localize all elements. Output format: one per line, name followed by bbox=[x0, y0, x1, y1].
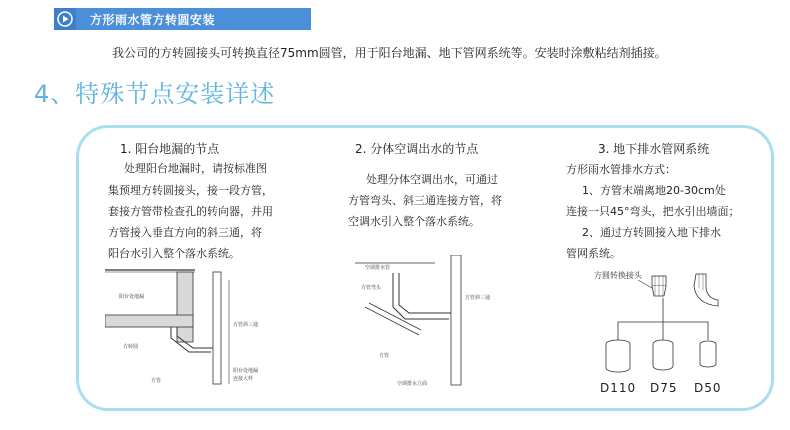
col2-title: 2. 分体空调出水的节点 bbox=[355, 142, 479, 156]
label-elevation: 空调排水立面 bbox=[397, 381, 428, 387]
label-pipe: 方管 bbox=[379, 353, 390, 359]
balcony-drain-diagram bbox=[105, 260, 285, 400]
col3-line: 连接一只45°弯头，把水引出墙面； bbox=[566, 205, 740, 218]
label-connector: 方圆转换接头 bbox=[594, 271, 642, 280]
col2-line: 处理分体空调出水，可通过 bbox=[366, 173, 498, 186]
label-pipe: 方管 bbox=[151, 378, 162, 384]
col1-line: 方管接入垂直方向的斜三通，将 bbox=[108, 226, 262, 239]
col3-line: 1、方管末端离地20-30cm处 bbox=[582, 184, 726, 197]
ac-drain-diagram bbox=[345, 255, 495, 395]
pipe-d110-icon bbox=[606, 340, 630, 372]
label-elbow: 方管弯头 bbox=[361, 285, 382, 291]
col3-line: 方形雨水管排水方式： bbox=[566, 163, 676, 176]
col3-title: 3. 地下排水管网系统 bbox=[598, 142, 710, 156]
col2-line: 方管弯头、斜三通连接方管，将 bbox=[348, 194, 502, 207]
play-icon bbox=[54, 8, 76, 30]
intro-text: 我公司的方转圆接头可转换直径75mm圆管，用于阳台地漏、地下管网系统等。安装时涂敷粘结剂插接。 bbox=[112, 46, 667, 60]
label-tee: 方管斜三通 bbox=[465, 295, 491, 301]
label-ac-pipe: 空调排水管 bbox=[365, 265, 391, 271]
section-heading: 4、特殊节点安装详述 bbox=[34, 80, 276, 108]
col3-line: 管网系统。 bbox=[566, 247, 621, 260]
size-d75: D75 bbox=[650, 381, 678, 395]
col1-line: 集预埋方转圆接头，接一段方管， bbox=[108, 184, 273, 197]
label-outlet: 阳台处地漏 bbox=[233, 368, 259, 374]
col3-line: 2、通过方转圆接入地下排水 bbox=[582, 226, 721, 239]
col2-line: 空调水引入整个落水系统。 bbox=[348, 215, 480, 228]
pipe-d75-icon bbox=[653, 340, 673, 370]
banner-title: 方形雨水管方转圆安装 bbox=[90, 13, 216, 27]
underground-system-diagram bbox=[588, 262, 758, 402]
label-tee: 方管斜三通 bbox=[233, 322, 259, 328]
col1-line: 阳台水引入整个落水系统。 bbox=[108, 247, 240, 260]
size-d110: D110 bbox=[600, 381, 637, 395]
connector-icon bbox=[652, 276, 666, 296]
pipe-d50-icon bbox=[700, 341, 716, 367]
label-drain: 阳台处地漏 bbox=[119, 294, 145, 300]
section-banner bbox=[54, 8, 311, 30]
label-reducer: 方转圆 bbox=[123, 344, 139, 350]
label-outlet-detail: 连接大样 bbox=[233, 376, 254, 382]
elbow-connector-icon bbox=[694, 274, 718, 306]
size-d50: D50 bbox=[694, 381, 722, 395]
col1-title: 1. 阳台地漏的节点 bbox=[120, 142, 220, 156]
col1-line: 处理阳台地漏时，请按标准图 bbox=[124, 162, 267, 175]
col1-line: 套接方管带检查孔的转向器，并用 bbox=[108, 205, 273, 218]
